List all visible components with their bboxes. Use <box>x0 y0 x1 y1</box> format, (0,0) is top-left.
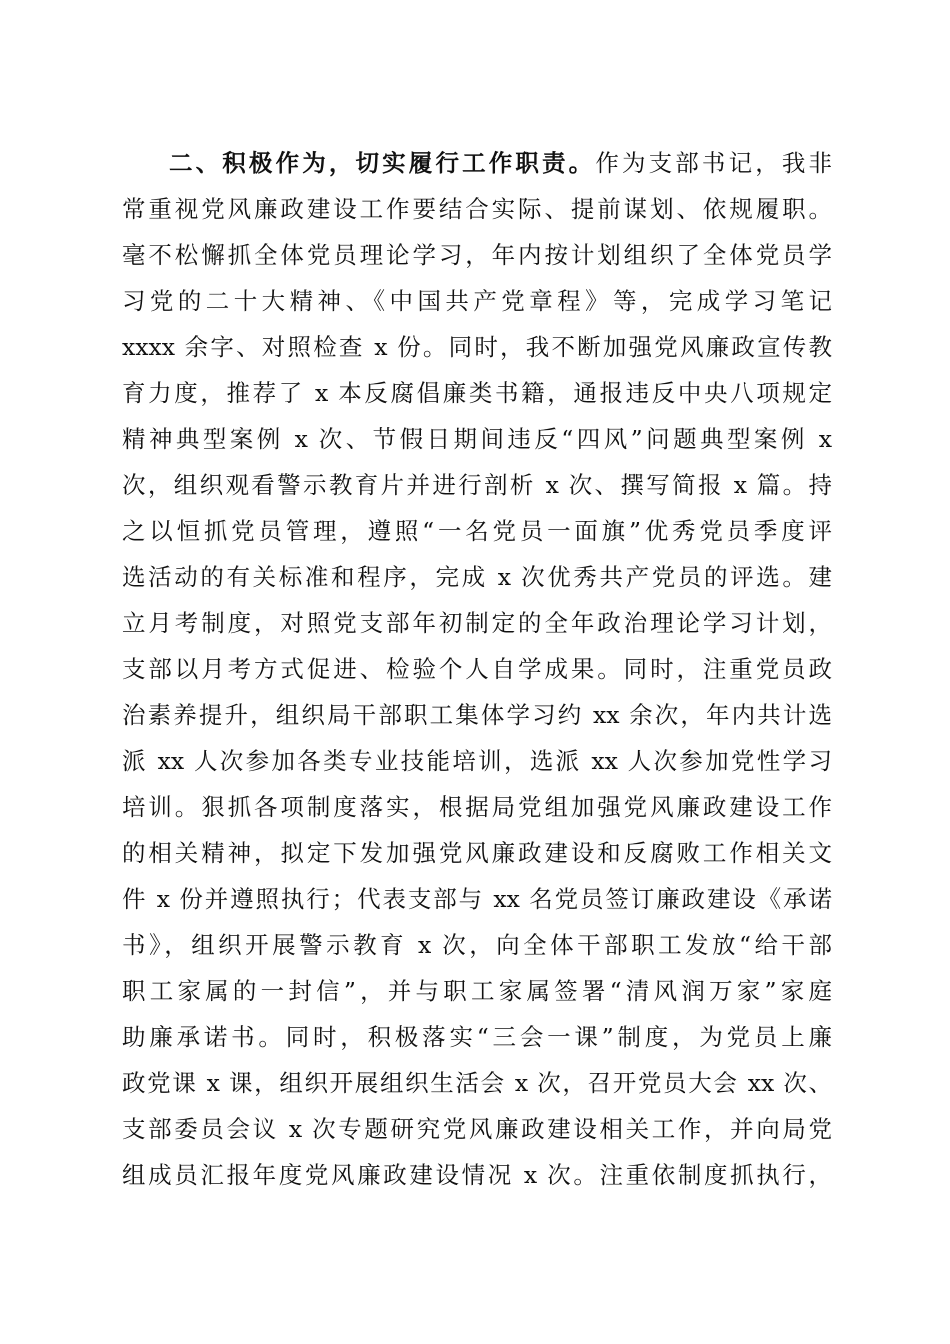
paragraph-line: 之以恒抓党员管理，遵照“一名党员一面旗”优秀党员季度评 <box>122 517 832 545</box>
section-heading: 二、积极作为，切实履行工作职责。 <box>169 149 596 177</box>
paragraph-line: 精神典型案例 x 次、节假日期间违反“四风”问题典型案例 x <box>122 425 832 453</box>
paragraph-line: 次，组织观看警示教育片并进行剖析 x 次、撰写简报 x 篇。持 <box>122 471 832 499</box>
paragraph-line: 的相关精神，拟定下发加强党风廉政建设和反腐败工作相关文 <box>122 839 832 867</box>
paragraph-line: 政党课 x 课，组织开展组织生活会 x 次，召开党员大会 xx 次、 <box>122 1069 832 1097</box>
paragraph-line: 毫不松懈抓全体党员理论学习，年内按计划组织了全体党员学 <box>122 241 832 269</box>
paragraph-line: 职工家属的一封信”，并与职工家属签署“清风润万家”家庭 <box>122 977 832 1005</box>
paragraph-line: 治素养提升，组织局干部职工集体学习约 xx 余次，年内共计选 <box>122 701 832 729</box>
paragraph-line: 立月考制度，对照党支部年初制定的全年政治理论学习计划， <box>122 609 832 637</box>
paragraph-line: 育力度，推荐了 x 本反腐倡廉类书籍，通报违反中央八项规定 <box>122 379 832 407</box>
paragraph-line: xxxx 余字、对照检查 x 份。同时，我不断加强党风廉政宣传教 <box>122 333 832 361</box>
paragraph-line: 培训。狠抓各项制度落实，根据局党组加强党风廉政建设工作 <box>122 793 832 821</box>
paragraph-line-1 <box>122 140 832 186</box>
paragraph-text: 作为支部书记，我非 <box>595 149 833 177</box>
paragraph-line: 派 xx 人次参加各类专业技能培训，选派 xx 人次参加党性学习 <box>122 747 832 775</box>
paragraph-line: 选活动的有关标准和程序，完成 x 次优秀共产党员的评选。建 <box>122 563 832 591</box>
paragraph-line: 件 x 份并遵照执行；代表支部与 xx 名党员签订廉政建设《承诺 <box>122 885 832 913</box>
body-paragraph <box>122 140 832 1198</box>
paragraph-line: 书》，组织开展警示教育 x 次，向全体干部职工发放“给干部 <box>122 931 832 959</box>
paragraph-line: 组成员汇报年度党风廉政建设情况 x 次。注重依制度抓执行， <box>122 1161 832 1189</box>
paragraph-line: 支部以月考方式促进、检验个人自学成果。同时，注重党员政 <box>122 655 832 683</box>
paragraph-line: 常重视党风廉政建设工作要结合实际、提前谋划、依规履职。 <box>122 195 832 223</box>
paragraph-line: 助廉承诺书。同时，积极落实“三会一课”制度，为党员上廉 <box>122 1023 832 1051</box>
paragraph-line: 支部委员会议 x 次专题研究党风廉政建设相关工作，并向局党 <box>122 1115 832 1143</box>
paragraph-line: 习党的二十大精神、《中国共产党章程》等，完成学习笔记 <box>122 287 832 315</box>
